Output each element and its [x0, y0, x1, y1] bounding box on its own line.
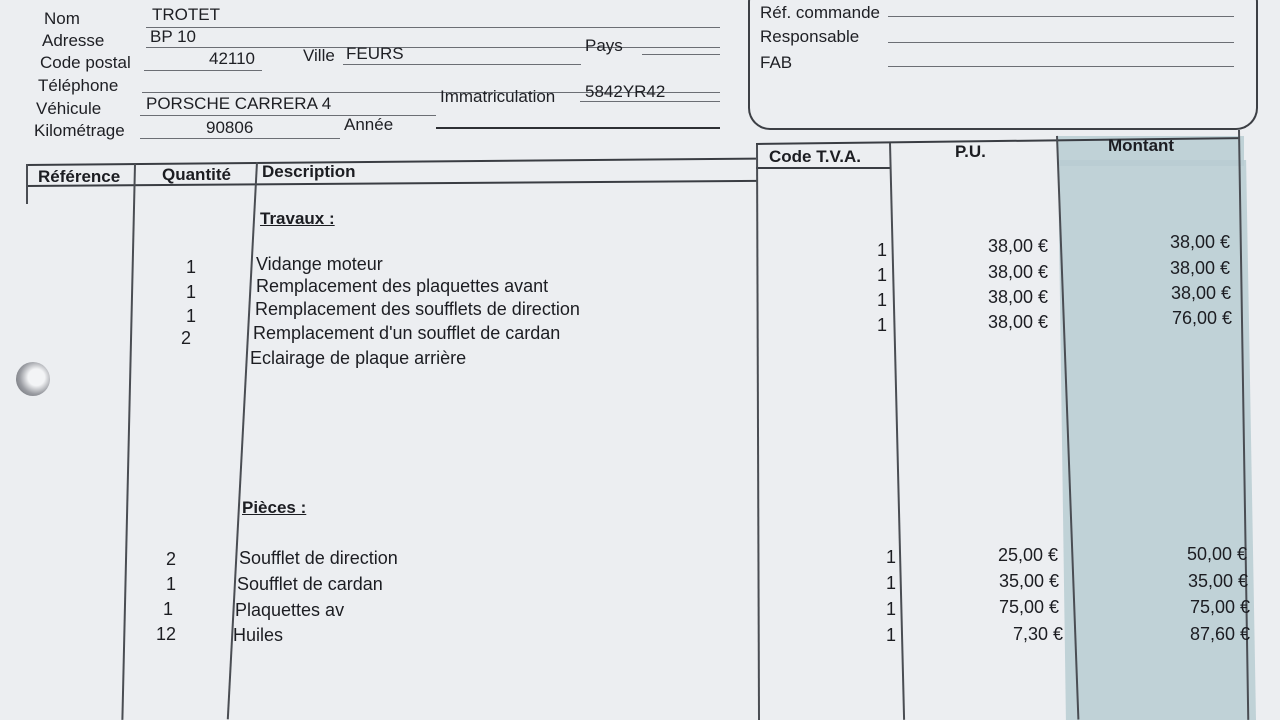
row-tva: 1 [877, 315, 888, 335]
row-pu: 38,00 € [988, 262, 1049, 282]
row-tva: 1 [877, 240, 888, 260]
row-qty: 1 [186, 282, 197, 302]
row-pu: 35,00 € [999, 571, 1060, 591]
vehicule-value: PORSCHE CARRERA 4 [146, 94, 332, 113]
row-qty: 2 [166, 549, 177, 569]
code-postal-label: Code postal [40, 53, 131, 72]
responsable-label: Responsable [760, 27, 860, 46]
row-montant: 38,00 € [1171, 283, 1232, 303]
travaux-title: Travaux : [260, 209, 335, 228]
row-tva: 1 [886, 625, 897, 645]
immatriculation-label: Immatriculation [440, 87, 556, 106]
row-desc: Remplacement des plaquettes avant [256, 276, 549, 296]
row-montant: 87,60 € [1190, 624, 1251, 644]
row-montant: 76,00 € [1172, 308, 1233, 328]
row-qty: 1 [186, 306, 197, 326]
row-qty: 2 [181, 328, 192, 348]
row-pu: 38,00 € [988, 287, 1049, 307]
row-montant: 50,00 € [1187, 544, 1248, 564]
code-postal-value: 42110 [209, 49, 256, 68]
row-qty: 1 [186, 257, 197, 277]
row-qty: 12 [156, 624, 177, 644]
header-description: Description [262, 162, 356, 181]
fab-label: FAB [760, 53, 793, 72]
row-pu: 38,00 € [988, 236, 1049, 256]
header-pu: P.U. [955, 142, 986, 161]
ref-commande-label: Réf. commande [760, 3, 880, 22]
row-tva: 1 [886, 573, 897, 593]
row-desc: Huiles [233, 625, 284, 645]
row-tva: 1 [877, 290, 888, 310]
row-qty: 1 [163, 599, 174, 619]
row-desc: Soufflet de direction [239, 548, 398, 568]
immatriculation-value: 5842YR42 [585, 82, 666, 101]
row-montant: 38,00 € [1170, 258, 1231, 278]
header-code-tva: Code T.V.A. [769, 147, 861, 166]
ville-value: FEURS [346, 44, 404, 63]
pieces-title: Pièces : [242, 498, 307, 517]
adresse-label: Adresse [42, 31, 105, 50]
row-desc: Remplacement d'un soufflet de cardan [253, 323, 561, 343]
ville-label: Ville [303, 46, 335, 65]
annee-label: Année [344, 115, 394, 134]
row-tva: 1 [886, 547, 897, 567]
row-desc: Plaquettes av [235, 600, 345, 620]
row-pu: 25,00 € [998, 545, 1059, 565]
row-pu: 7,30 € [1013, 624, 1064, 644]
kilometrage-value: 90806 [206, 118, 254, 137]
pays-label: Pays [585, 36, 623, 55]
row-pu: 75,00 € [999, 597, 1060, 617]
header-quantite: Quantité [162, 165, 231, 184]
adresse-value: BP 10 [150, 27, 197, 46]
row-desc: Eclairage de plaque arrière [250, 348, 467, 368]
telephone-label: Téléphone [38, 76, 119, 95]
nom-label: Nom [44, 9, 80, 28]
row-desc: Soufflet de cardan [237, 574, 383, 594]
punch-hole [16, 362, 50, 396]
nom-value: TROTET [152, 5, 220, 24]
row-montant: 35,00 € [1188, 571, 1249, 591]
row-tva: 1 [886, 599, 897, 619]
row-desc: Vidange moteur [256, 254, 383, 274]
row-desc: Remplacement des soufflets de direction [255, 299, 580, 319]
row-montant: 75,00 € [1190, 597, 1251, 617]
vehicule-label: Véhicule [36, 99, 102, 118]
row-tva: 1 [877, 265, 888, 285]
row-pu: 38,00 € [988, 312, 1049, 332]
row-qty: 1 [166, 574, 177, 594]
header-montant: Montant [1108, 136, 1175, 155]
kilometrage-label: Kilométrage [34, 121, 125, 140]
header-reference: Référence [38, 167, 121, 186]
row-montant: 38,00 € [1170, 232, 1231, 252]
